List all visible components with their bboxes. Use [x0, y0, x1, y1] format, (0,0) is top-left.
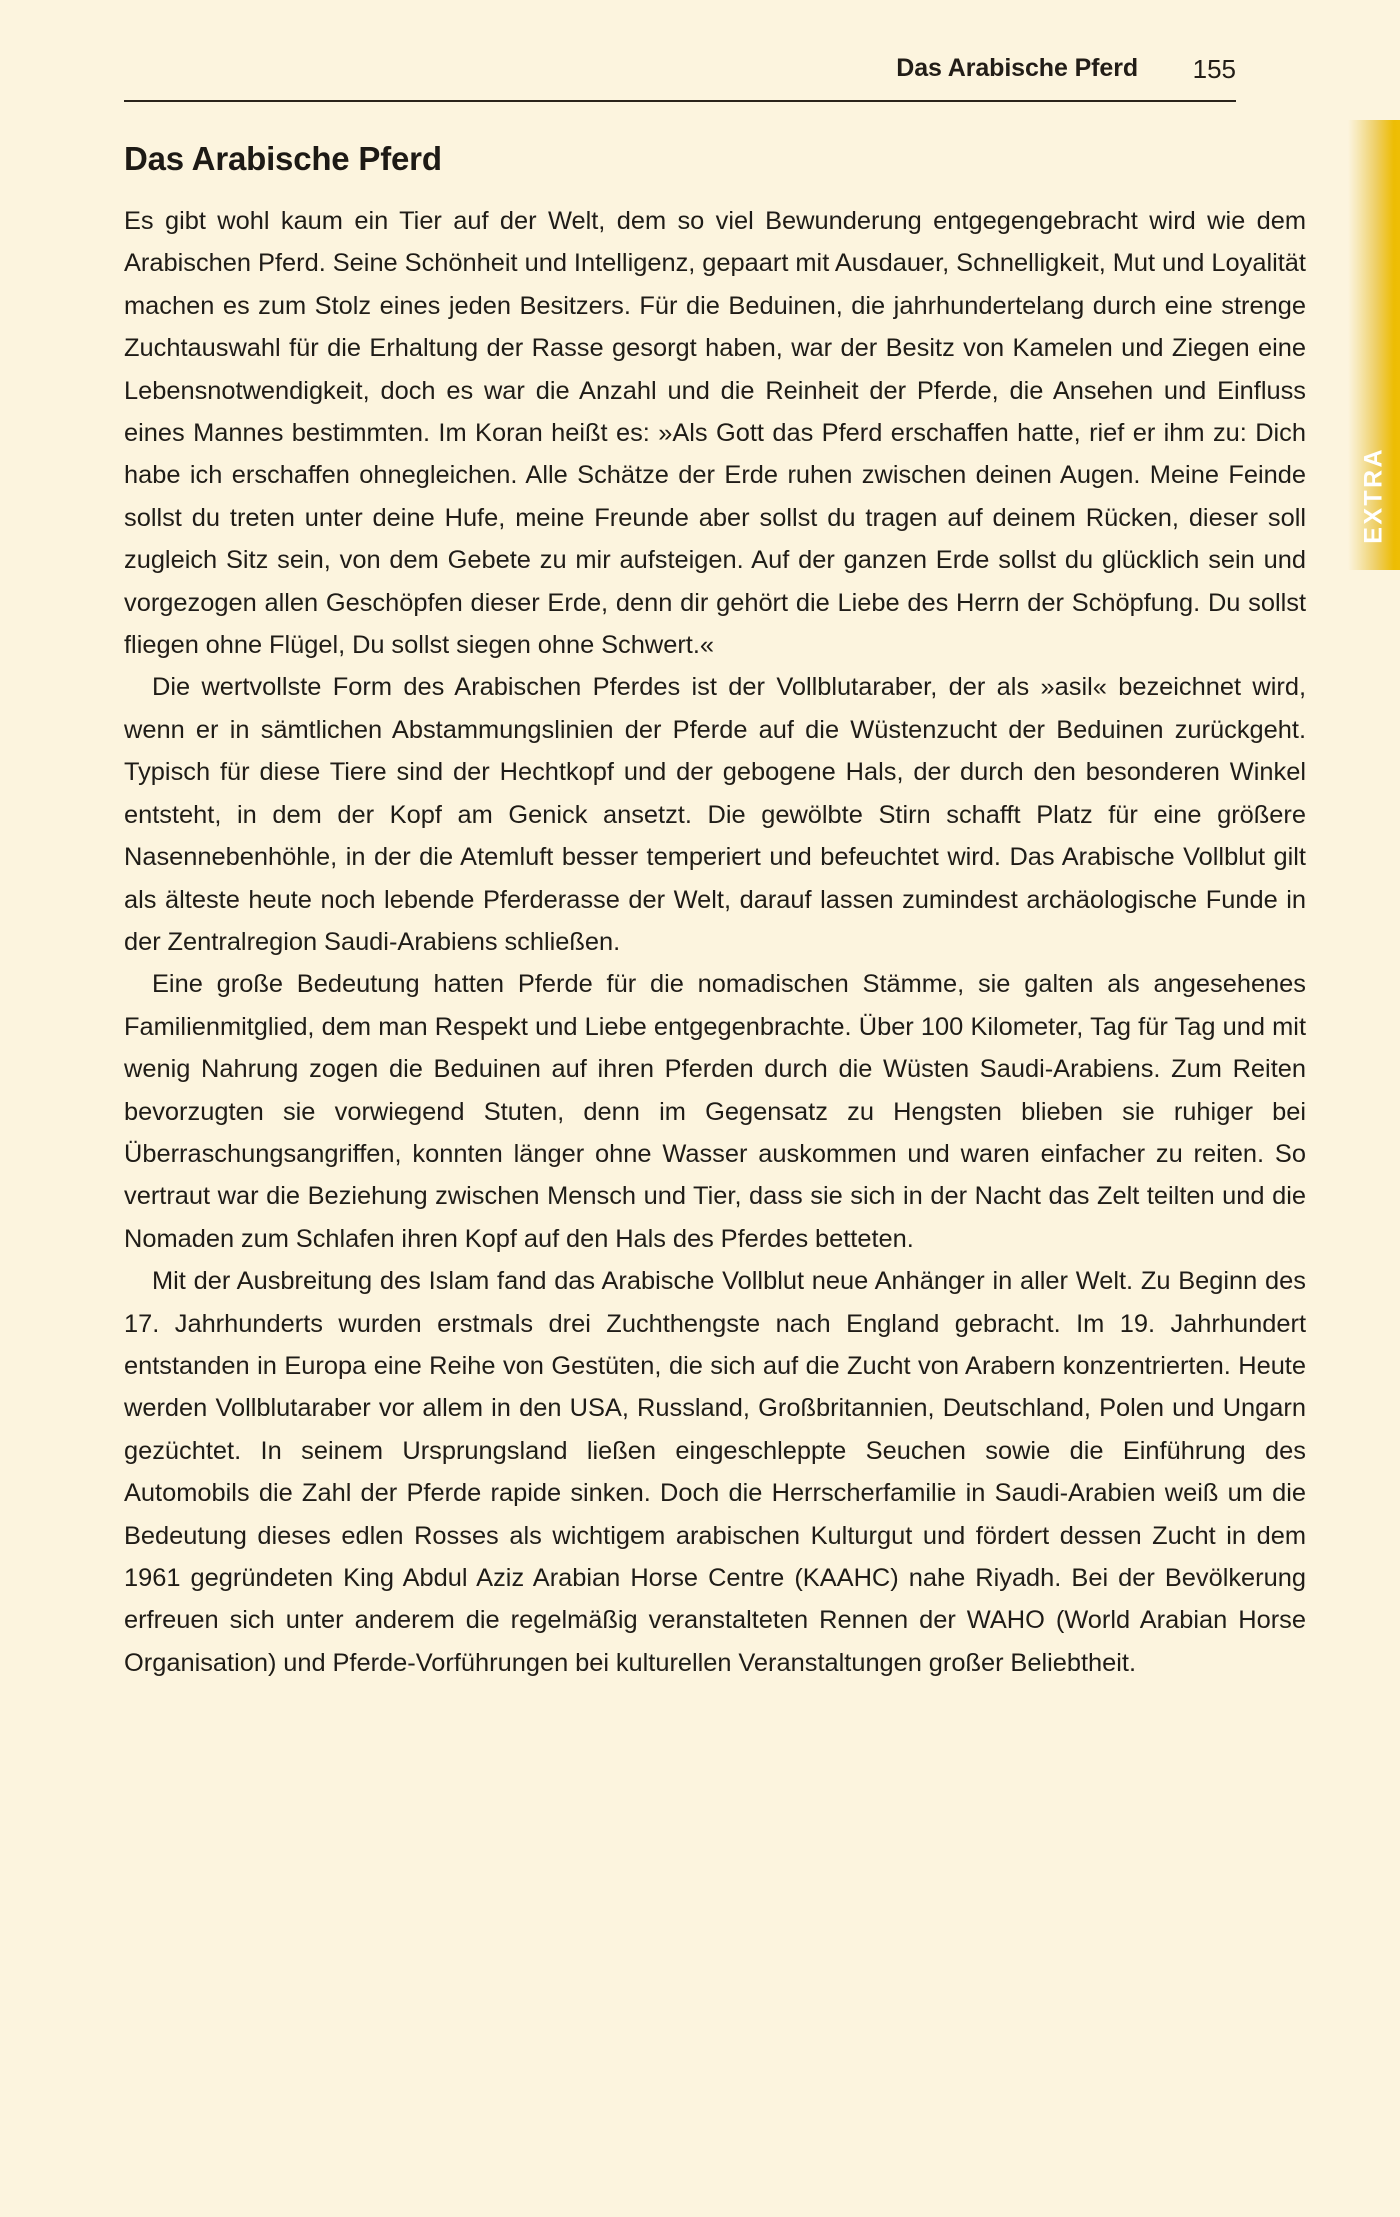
paragraph: Mit der Ausbreitung des Islam fand das Arabische Vollblut neue Anhänger in aller Welt. Zu Beginn des 17. Jahrhunderts wurden erstmals drei Zuchthengste nach England gebracht. Im 19. Jahrhundert entstanden in Europa eine Reihe von Gestüten, die sich auf die Zucht von Arabern konzentrierten. Heute werden Vollblutaraber vor allem in den USA, Russland, Großbritannien, Deutschland, Polen und Ungarn gezüchtet. In seinem Ursprungsland ließen eingeschleppte Seuchen sowie die Einführung des Automobils die Zahl der Pferde rapide sinken. Doch die Herrscherfamilie in Saudi-Arabien weiß um die Bedeutung dieses edlen Rosses als wichtigem arabischen Kulturgut und fördert dessen Zucht in dem 1961 gegründeten King Abdul Aziz Arabian Horse Centre (KAAHC) nahe Riyadh. Bei der Bevölkerung erfreuen sich unter anderem die regelmäßig veranstalteten Rennen der WAHO (World Arabian Horse Organisation) und Pferde-Vorführungen bei kulturellen Veranstaltungen großer Beliebtheit. — [124, 1267, 1306, 1677]
running-head — [124, 56, 1236, 102]
section-tab-label: EXTRA — [1359, 447, 1388, 544]
running-head-title: Das Arabische Pferd — [896, 54, 1138, 82]
body-text-column — [124, 200, 1306, 1684]
paragraph: Eine große Bedeutung hatten Pferde für die nomadischen Stämme, sie galten als angesehenes Familienmitglied, dem man Respekt und Liebe entgegenbrachte. Über 100 Kilometer, Tag für Tag und mit wenig Nahrung zogen die Beduinen auf ihren Pferden durch die Wüsten Saudi-Arabiens. Zum Reiten bevorzugten sie vorwiegend Stuten, denn im Gegensatz zu Hengsten blieben sie ruhiger bei Überraschungsangriffen, konnten länger ohne Wasser auskommen und waren einfacher zu reiten. So vertraut war die Beziehung zwischen Mensch und Tier, dass sie sich in der Nacht das Zelt teilten und die Nomaden zum Schlafen ihren Kopf auf den Hals des Pferdes betteten. — [124, 970, 1306, 1253]
page-number: 155 — [1192, 54, 1236, 84]
section-tab-extra — [1348, 120, 1400, 570]
paragraph: Es gibt wohl kaum ein Tier auf der Welt, dem so viel Bewunderung entgegengebracht wird wie dem Arabischen Pferd. Seine Schönheit und Intelligenz, gepaart mit Ausdauer, Schnelligkeit, Mut und Loyalität machen es zum Stolz eines jeden Besitzers. Für die Beduinen, die jahrhundertelang durch eine strenge Zuchtauswahl für die Erhaltung der Rasse gesorgt haben, war der Besitz von Kamelen und Ziegen eine Lebensnotwendigkeit, doch es war die Anzahl und die Reinheit der Pferde, die Ansehen und Einfluss eines Mannes bestimmten. Im Koran heißt es: »Als Gott das Pferd erschaffen hatte, rief er ihm zu: Dich habe ich erschaffen ohnegleichen. Alle Schätze der Erde ruhen zwischen deinen Augen. Meine Feinde sollst du treten unter deine Hufe, meine Freunde aber sollst du tragen auf deinem Rücken, dieser soll zugleich Sitz sein, von dem Gebete zu mir aufsteigen. Auf der ganzen Erde sollst du glücklich sein und vorgezogen allen Geschöpfen dieser Erde, denn dir gehört die Liebe des Herrn der Schöpfung. Du sollst fliegen ohne Flügel, Du sollst siegen ohne Schwert.« — [124, 207, 1306, 660]
paragraph: Die wertvollste Form des Arabischen Pferdes ist der Vollblutaraber, der als »asil« bezeichnet wird, wenn er in sämtlichen Abstammungslinien der Pferde auf die Wüstenzucht der Beduinen zurückgeht. Typisch für diese Tiere sind der Hechtkopf und der gebogene Hals, der durch den besonderen Winkel entsteht, in dem der Kopf am Genick ansetzt. Die gewölbte Stirn schafft Platz für eine größere Nasennebenhöhle, in der die Atemluft besser temperiert und befeuchtet wird. Das Arabische Vollblut gilt als älteste heute noch lebende Pferderasse der Welt, darauf lassen zumindest archäologische Funde in der Zentralregion Saudi-Arabiens schließen. — [124, 673, 1306, 956]
page-title: Das Arabische Pferd — [124, 140, 442, 178]
header-divider — [124, 100, 1236, 102]
